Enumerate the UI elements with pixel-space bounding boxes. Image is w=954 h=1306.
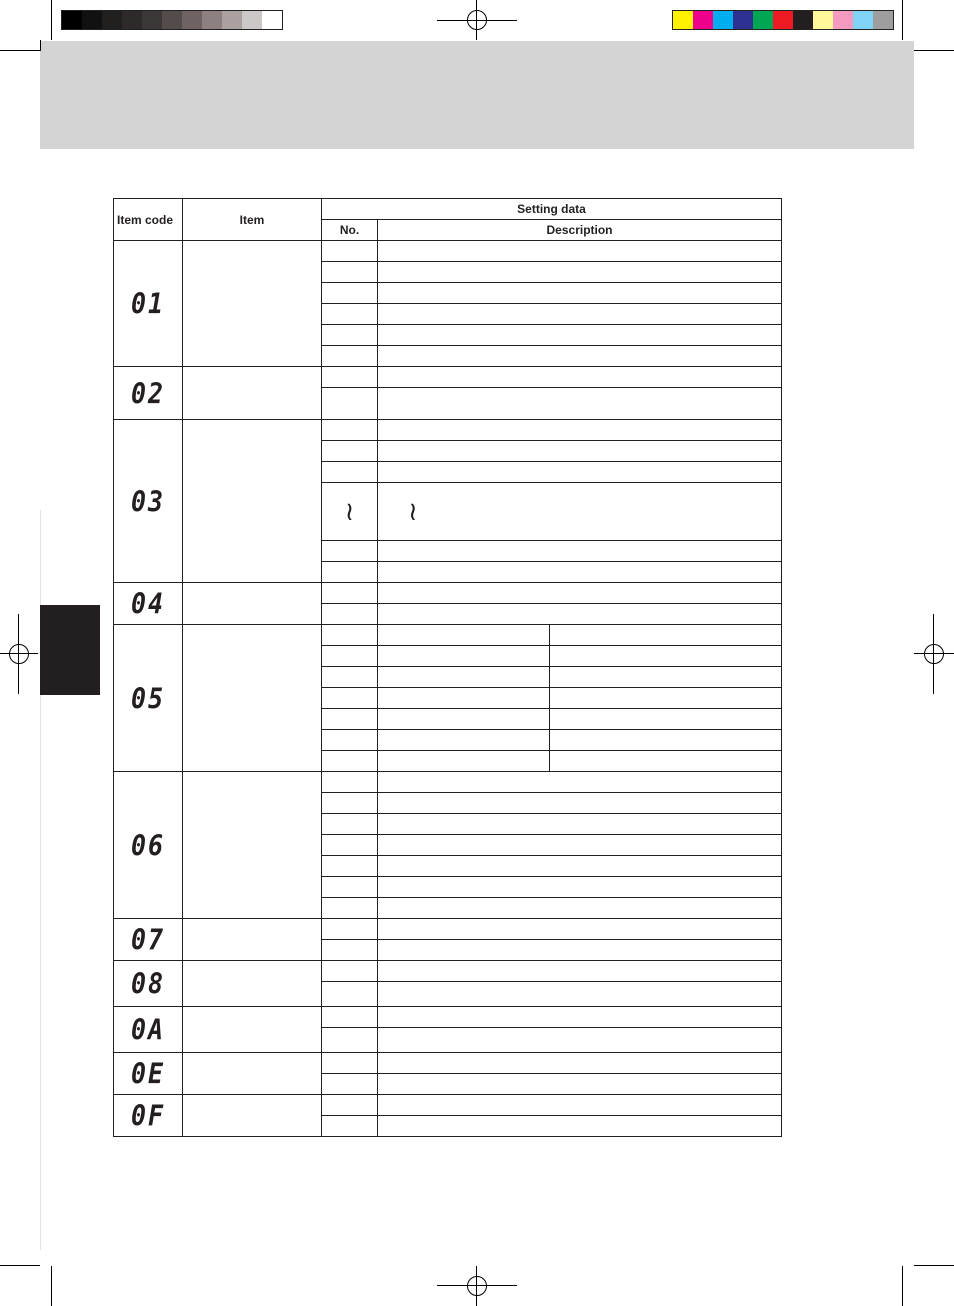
description-cell	[378, 541, 782, 562]
header-item-code: Item code	[114, 199, 183, 241]
no-cell	[322, 1053, 378, 1074]
no-cell	[322, 367, 378, 388]
item-cell	[183, 772, 322, 919]
color-swatch	[222, 11, 242, 29]
color-swatch	[733, 11, 753, 29]
item-code-cell	[114, 772, 183, 919]
item-code-cell	[114, 1095, 183, 1137]
table-row	[114, 241, 782, 262]
description-cell	[378, 898, 782, 919]
color-swatch	[693, 11, 713, 29]
crop-mark	[0, 1265, 40, 1266]
no-cell	[322, 441, 378, 462]
description-cell	[378, 262, 782, 283]
range-mark-description: ≀	[378, 483, 782, 541]
no-cell	[322, 751, 378, 772]
no-cell	[322, 346, 378, 367]
description-cell	[378, 604, 782, 625]
description-cell	[378, 877, 782, 898]
description-cell-left	[378, 709, 550, 730]
registration-line	[476, 0, 477, 40]
color-swatch	[873, 11, 893, 29]
header-item: Item	[183, 199, 322, 241]
table-row	[114, 583, 782, 604]
no-cell	[322, 1074, 378, 1095]
item-code: 0A	[130, 1012, 166, 1047]
description-cell	[378, 856, 782, 877]
description-cell	[378, 346, 782, 367]
description-cell-left	[378, 751, 550, 772]
description-cell	[378, 1053, 782, 1074]
item-code: 06	[130, 828, 166, 862]
item-code: 04	[130, 586, 166, 621]
description-cell	[378, 814, 782, 835]
item-code-cell	[114, 625, 183, 772]
item-cell	[183, 961, 322, 1007]
description-cell	[378, 961, 782, 982]
description-cell	[378, 982, 782, 1007]
item-code: 0F	[130, 1098, 166, 1133]
color-swatch	[82, 11, 102, 29]
crop-mark	[51, 0, 52, 40]
registration-line	[914, 653, 954, 654]
registration-line	[476, 1266, 477, 1306]
table-row	[114, 367, 782, 388]
crop-mark	[914, 50, 954, 51]
color-swatch	[122, 11, 142, 29]
no-cell	[322, 325, 378, 346]
description-cell	[378, 325, 782, 346]
no-cell	[322, 283, 378, 304]
no-cell	[322, 625, 378, 646]
item-code: 07	[130, 922, 166, 957]
no-cell	[322, 1095, 378, 1116]
description-cell-right	[550, 688, 782, 709]
no-cell	[322, 919, 378, 940]
item-code: 02	[130, 376, 166, 410]
no-cell	[322, 541, 378, 562]
header-row	[114, 199, 782, 220]
item-cell	[183, 919, 322, 961]
no-cell	[322, 835, 378, 856]
description-cell	[378, 241, 782, 262]
description-cell	[378, 462, 782, 483]
no-cell	[322, 241, 378, 262]
registration-line	[933, 614, 934, 694]
color-swatch	[62, 11, 82, 29]
item-code-cell	[114, 961, 183, 1007]
header-setting-data: Setting data	[322, 199, 782, 220]
item-code: 05	[130, 681, 166, 715]
color-swatch	[753, 11, 773, 29]
no-cell	[322, 262, 378, 283]
description-cell-right	[550, 646, 782, 667]
description-cell-left	[378, 730, 550, 751]
table-row	[114, 625, 782, 646]
color-swatch	[102, 11, 122, 29]
no-cell	[322, 898, 378, 919]
item-code-cell	[114, 1007, 183, 1053]
no-cell	[322, 562, 378, 583]
no-cell	[322, 1007, 378, 1028]
description-cell	[378, 420, 782, 441]
crop-mark	[0, 50, 40, 51]
description-cell	[378, 772, 782, 793]
description-cell	[378, 583, 782, 604]
crop-mark	[902, 0, 903, 40]
item-cell	[183, 1095, 322, 1137]
item-cell	[183, 420, 322, 583]
description-cell-left	[378, 625, 550, 646]
color-swatch	[853, 11, 873, 29]
no-cell	[322, 388, 378, 420]
item-code-cell	[114, 1053, 183, 1095]
table-row	[114, 420, 782, 441]
no-cell	[322, 1028, 378, 1053]
registration-target-icon	[924, 644, 944, 664]
no-cell	[322, 688, 378, 709]
description-cell	[378, 919, 782, 940]
grayscale-swatch-bar	[61, 10, 283, 30]
description-cell	[378, 1074, 782, 1095]
item-cell	[183, 367, 322, 420]
item-cell	[183, 241, 322, 367]
no-cell	[322, 462, 378, 483]
item-code-cell	[114, 420, 183, 583]
no-cell	[322, 982, 378, 1007]
header-description: Description	[378, 220, 782, 241]
color-swatch	[773, 11, 793, 29]
registration-target-icon	[9, 644, 29, 664]
item-code: 01	[130, 286, 166, 321]
crop-mark	[51, 1266, 52, 1306]
color-swatch	[202, 11, 222, 29]
description-cell-left	[378, 646, 550, 667]
table-row	[114, 1053, 782, 1074]
item-code-cell	[114, 241, 183, 367]
color-swatch	[182, 11, 202, 29]
header-band	[40, 41, 914, 149]
no-cell	[322, 877, 378, 898]
description-cell	[378, 367, 782, 388]
description-cell	[378, 1116, 782, 1137]
no-cell	[322, 709, 378, 730]
item-code: 08	[130, 966, 166, 1001]
description-cell-right	[550, 730, 782, 751]
description-cell	[378, 304, 782, 325]
description-cell-right	[550, 625, 782, 646]
color-swatch-bar	[672, 10, 894, 30]
chapter-tab	[40, 605, 100, 695]
table-row	[114, 1095, 782, 1116]
table-row	[114, 961, 782, 982]
color-swatch	[162, 11, 182, 29]
item-cell	[183, 1007, 322, 1053]
item-code: 03	[130, 484, 166, 518]
description-cell	[378, 1095, 782, 1116]
description-cell	[378, 940, 782, 961]
no-cell	[322, 667, 378, 688]
description-cell	[378, 283, 782, 304]
description-cell-left	[378, 667, 550, 688]
no-cell	[322, 772, 378, 793]
no-cell	[322, 793, 378, 814]
description-cell-right	[550, 751, 782, 772]
description-cell	[378, 562, 782, 583]
item-code: 0E	[130, 1056, 166, 1091]
no-cell	[322, 304, 378, 325]
description-cell-left	[378, 688, 550, 709]
description-cell	[378, 1007, 782, 1028]
no-cell	[322, 940, 378, 961]
crop-mark	[914, 1265, 954, 1266]
color-swatch	[242, 11, 262, 29]
table-row	[114, 919, 782, 940]
registration-target-icon	[467, 1276, 487, 1296]
color-swatch	[833, 11, 853, 29]
no-cell	[322, 1116, 378, 1137]
no-cell	[322, 604, 378, 625]
color-swatch	[142, 11, 162, 29]
registration-line	[437, 1285, 517, 1286]
description-cell-right	[550, 709, 782, 730]
item-cell	[183, 625, 322, 772]
description-cell	[378, 793, 782, 814]
crop-mark	[40, 40, 41, 51]
item-code-cell	[114, 919, 183, 961]
registration-line	[18, 614, 19, 694]
table-row	[114, 772, 782, 793]
color-swatch	[262, 11, 282, 29]
no-cell	[322, 961, 378, 982]
no-cell	[322, 856, 378, 877]
color-swatch	[673, 11, 693, 29]
range-mark-no: ≀	[322, 483, 378, 541]
crop-mark	[902, 1266, 903, 1306]
item-cell	[183, 583, 322, 625]
description-cell	[378, 1028, 782, 1053]
no-cell	[322, 814, 378, 835]
no-cell	[322, 730, 378, 751]
color-swatch	[793, 11, 813, 29]
description-cell-right	[550, 667, 782, 688]
registration-line	[0, 653, 38, 654]
item-code-cell	[114, 367, 183, 420]
table-row	[114, 1007, 782, 1028]
header-no: No.	[322, 220, 378, 241]
color-swatch	[813, 11, 833, 29]
description-cell	[378, 441, 782, 462]
description-cell	[378, 388, 782, 420]
item-code-cell	[114, 583, 183, 625]
color-swatch	[713, 11, 733, 29]
item-cell	[183, 1053, 322, 1095]
registration-line	[437, 20, 517, 21]
description-cell	[378, 835, 782, 856]
setting-data-table	[113, 198, 782, 1137]
no-cell	[322, 646, 378, 667]
no-cell	[322, 583, 378, 604]
no-cell	[322, 420, 378, 441]
